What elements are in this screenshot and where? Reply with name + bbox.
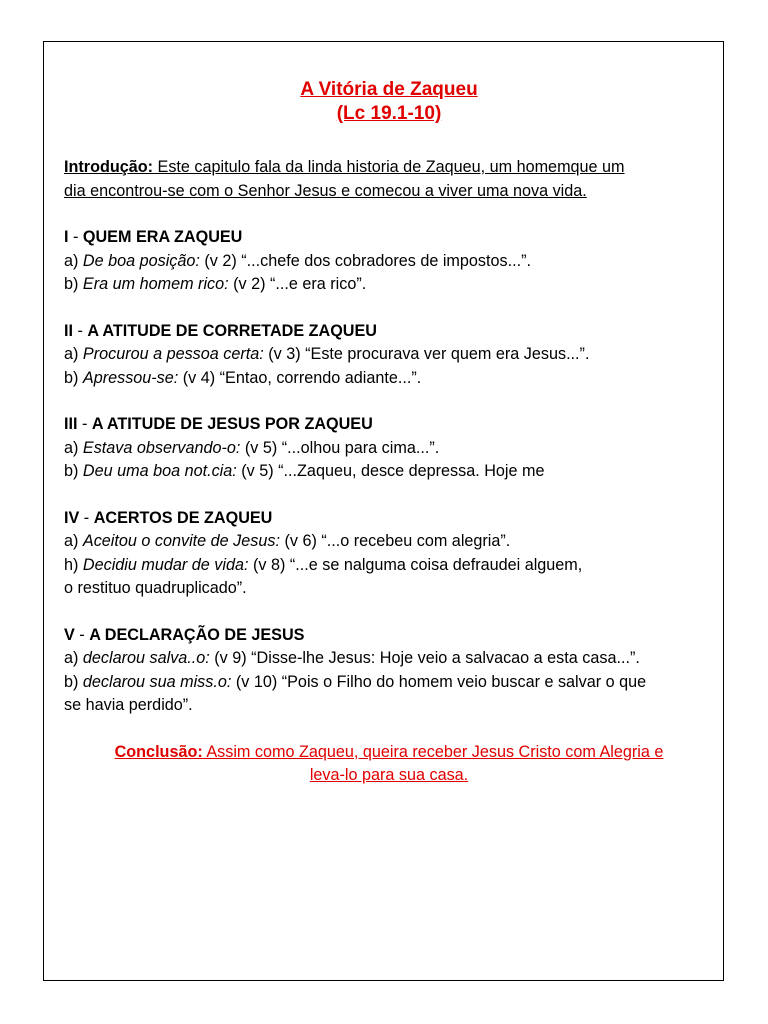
section-item	[64, 647, 724, 671]
section-2	[64, 320, 724, 391]
sections-list	[64, 226, 724, 718]
section-separator: -	[73, 321, 88, 340]
section-item	[64, 577, 724, 601]
section-number: IV	[64, 508, 80, 527]
item-letter: a)	[64, 438, 83, 457]
section-item	[64, 367, 724, 391]
section-separator: -	[68, 228, 83, 246]
section-number: V	[64, 625, 75, 644]
section-separator: -	[74, 625, 90, 644]
section-5	[64, 624, 724, 718]
item-emphasis: De boa posição:	[82, 251, 200, 270]
item-letter: a)	[64, 251, 83, 270]
intro-text-1: Este capitulo fala da linda historia de Zaqueu, um homemque um	[153, 158, 625, 176]
section-number: I	[64, 228, 69, 246]
item-text: (v 4) “Entao, correndo adiante...”.	[178, 368, 422, 387]
section-item	[64, 694, 724, 718]
item-letter: b)	[64, 368, 83, 387]
section-item	[64, 250, 724, 274]
item-letter: b)	[64, 672, 83, 691]
item-letter: b)	[64, 275, 83, 293]
document-body	[64, 78, 724, 788]
section-heading	[64, 624, 724, 648]
item-text: (v 2) “...e era rico”.	[228, 275, 367, 293]
item-letter: h)	[64, 555, 83, 574]
section-title: A DECLARAÇÃO DE JESUS	[89, 625, 305, 644]
section-title: A ATITUDE DE CORRETADE ZAQUEU	[87, 321, 377, 340]
section-heading	[64, 226, 724, 250]
item-emphasis: Deu uma boa not.cia:	[82, 462, 237, 480]
introduction	[64, 156, 724, 203]
item-emphasis: Procurou a pessoa certa:	[82, 345, 264, 363]
item-text: (v 5) “...olhou para cima...”.	[240, 438, 440, 457]
item-letter: a)	[64, 345, 83, 363]
document-title	[64, 78, 714, 126]
conclusion-text-1: Assim como Zaqueu, queira receber Jesus Cristo com Alegria e	[202, 742, 664, 761]
conclusion-label: Conclusão:	[114, 742, 203, 761]
title-line-2: (Lc 19.1-10)	[336, 103, 442, 124]
conclusion-text-2: leva-lo para sua casa.	[309, 766, 469, 784]
item-emphasis: Era um homem rico:	[82, 275, 229, 293]
section-heading	[64, 507, 724, 531]
item-text: (v 2) “...chefe dos cobradores de impostos...”.	[199, 251, 531, 270]
item-letter: a)	[64, 532, 83, 550]
item-emphasis: declarou sua miss.o:	[82, 672, 232, 691]
section-item	[64, 530, 724, 554]
item-emphasis: Aceitou o convite de Jesus:	[82, 532, 280, 550]
section-separator: -	[77, 415, 92, 433]
item-letter: a)	[64, 649, 83, 667]
item-text: se havia perdido”.	[64, 696, 193, 714]
item-emphasis: Estava observando-o:	[82, 438, 241, 457]
section-item	[64, 437, 724, 461]
item-text: (v 8) “...e se nalguma coisa defraudei alguem,	[248, 555, 583, 574]
item-emphasis: Decidiu mudar de vida:	[82, 555, 249, 574]
item-text: (v 9) “Disse-lhe Jesus: Hoje veio a salvacao a esta casa...”.	[209, 649, 640, 667]
section-3	[64, 413, 724, 484]
section-title: QUEM ERA ZAQUEU	[82, 228, 243, 246]
intro-label: Introdução:	[64, 158, 154, 176]
item-letter: b)	[64, 462, 83, 480]
section-1	[64, 226, 724, 297]
item-emphasis: Apressou-se:	[82, 368, 179, 387]
item-text: (v 3) “Este procurava ver quem era Jesus...”.	[263, 345, 590, 363]
section-item	[64, 273, 724, 297]
section-4	[64, 507, 724, 601]
section-item	[64, 554, 724, 578]
item-emphasis: declarou salva..o:	[82, 649, 210, 667]
item-text: o restituo quadruplicado”.	[64, 579, 247, 597]
section-number: II	[64, 321, 73, 340]
item-text: (v 5) “...Zaqueu, desce depressa. Hoje me	[236, 462, 545, 480]
title-line-1: A Vitória de Zaqueu	[300, 79, 478, 100]
section-item	[64, 671, 724, 695]
item-text: (v 6) “...o recebeu com alegria”.	[279, 532, 511, 550]
section-item	[64, 460, 724, 484]
conclusion	[64, 741, 714, 788]
item-text: (v 10) “Pois o Filho do homem veio buscar e salvar o que	[231, 672, 647, 691]
section-heading	[64, 320, 724, 344]
section-separator: -	[79, 508, 94, 527]
section-item	[64, 343, 724, 367]
intro-text-2: dia encontrou-se com o Senhor Jesus e comecou a viver uma nova vida.	[64, 181, 587, 200]
section-heading	[64, 413, 724, 437]
section-number: III	[64, 415, 78, 433]
section-title: ACERTOS DE ZAQUEU	[93, 508, 273, 527]
section-title: A ATITUDE DE JESUS POR ZAQUEU	[91, 415, 373, 433]
